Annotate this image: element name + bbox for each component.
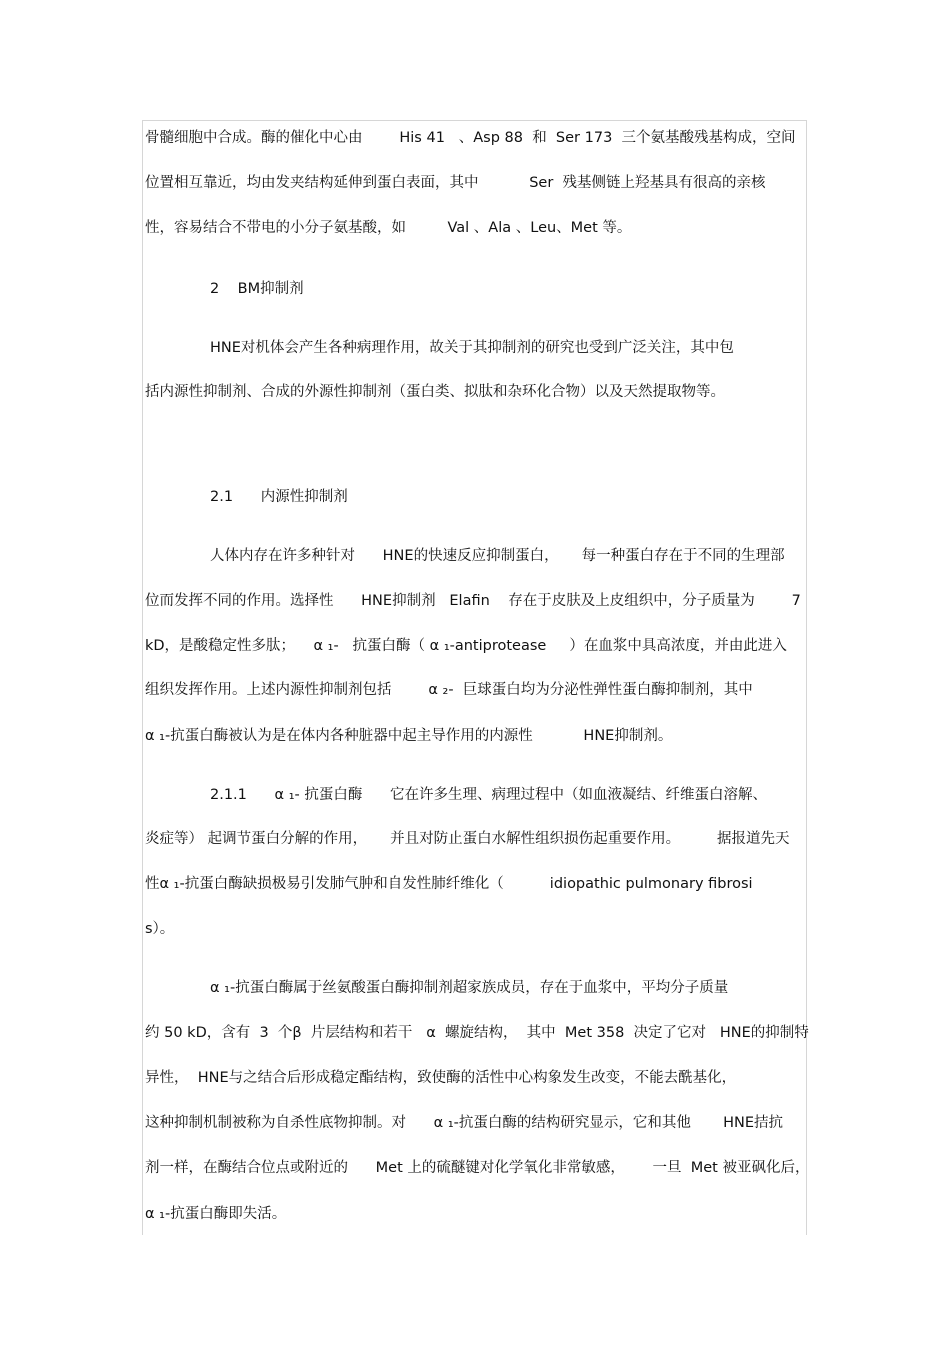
- text-line: 骨髓细胞中合成。酶的催化中心由 His 41 、Asp 88 和 Ser 173 三个氨基酸残基构成，空间: [145, 130, 796, 146]
- text-line: s）。: [145, 921, 175, 937]
- text-line: α ₁-抗蛋白酶即失活。: [145, 1206, 287, 1222]
- text-line: 异性， HNE与之结合后形成稳定酯结构，致使酶的活性中心构象发生改变，不能去酰基化，: [145, 1070, 737, 1086]
- text-line: 性，容易结合不带电的小分子氨基酸，如 Val 、Ala 、Leu、Met 等。: [145, 220, 632, 236]
- text-line: 2.1.1 α ₁- 抗蛋白酶 它在许多生理、病理过程中（如血液凝结、纤维蛋白溶解、: [210, 787, 768, 803]
- text-line: 括内源性抑制剂、合成的外源性抑制剂（蛋白类、拟肽和杂环化合物）以及天然提取物等。: [145, 384, 725, 400]
- text-line: α ₁-抗蛋白酶被认为是在体内各种脏器中起主导作用的内源性 HNE抑制剂。: [145, 728, 673, 744]
- text-line: 人体内存在许多种针对 HNE的快速反应抑制蛋白， 每一种蛋白存在于不同的生理部: [210, 548, 785, 564]
- text-line: 这种抑制机制被称为自杀性底物抑制。对 α ₁-抗蛋白酶的结构研究显示，它和其他 HNE拮抗: [145, 1115, 784, 1131]
- subsection-heading: 2.1 内源性抑制剂: [210, 489, 348, 505]
- text-line: HNE对机体会产生各种病理作用，故关于其抑制剂的研究也受到广泛关注，其中包: [210, 340, 734, 356]
- text-line: 位而发挥不同的作用。选择性 HNE抑制剂 Elafin 存在于皮肤及上皮组织中，分子质量为 7: [145, 593, 801, 609]
- text-line: 剂一样，在酶结合位点或附近的 Met 上的硫醚键对化学氧化非常敏感， 一旦 Met 被亚砜化后，: [145, 1160, 810, 1176]
- text-line: 约 50 kD，含有 3 个β 片层结构和若干 α 螺旋结构， 其中 Met 358 决定了它对 HNE的抑制特: [145, 1025, 809, 1041]
- text-line: kD，是酸稳定性多肽； α ₁- 抗蛋白酶（ α ₁-antiprotease ）在血浆中具高浓度，并由此进入: [145, 638, 787, 654]
- text-line: 组织发挥作用。上述内源性抑制剂包括 α ₂- 巨球蛋白均为分泌性弹性蛋白酶抑制剂，其中: [145, 682, 753, 698]
- section-heading: 2 BM抑制剂: [210, 281, 304, 297]
- text-line: α ₁-抗蛋白酶属于丝氨酸蛋白酶抑制剂超家族成员，存在于血浆中，平均分子质量: [210, 980, 729, 996]
- text-line: 位置相互靠近，均由发夹结构延伸到蛋白表面，其中 Ser 残基侧链上羟基具有很高的亲核: [145, 175, 766, 191]
- text-line: 炎症等） 起调节蛋白分解的作用， 并且对防止蛋白水解性组织损伤起重要作用。 据报道先天: [145, 831, 790, 847]
- text-line: 性α ₁-抗蛋白酶缺损极易引发肺气肿和自发性肺纤维化（ idiopathic pulmonary fibrosi: [145, 876, 753, 892]
